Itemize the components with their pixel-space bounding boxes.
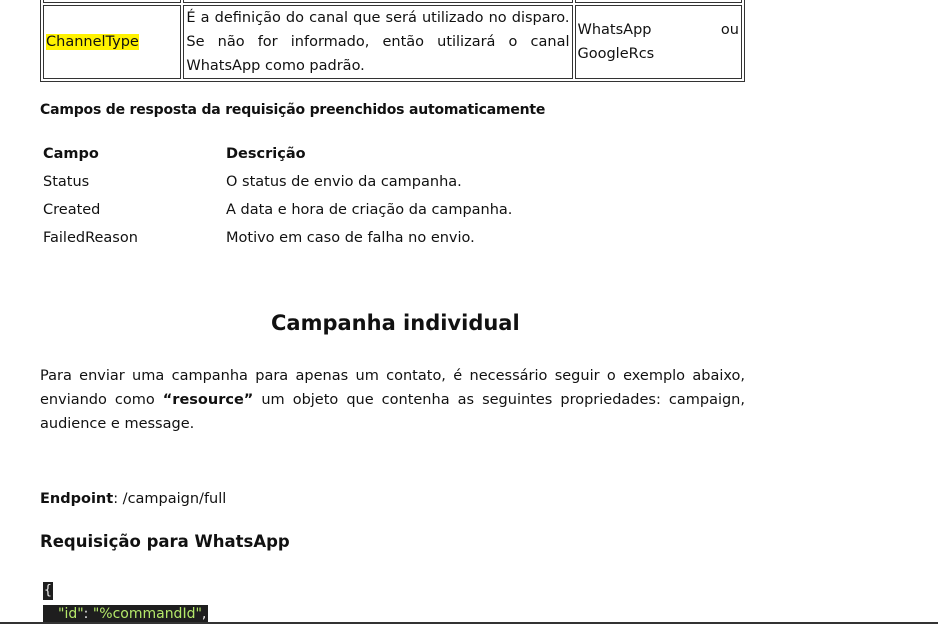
- code-comma: ,: [201, 606, 207, 622]
- code-open-brace: {: [44, 583, 52, 598]
- intro-paragraph: Para enviar uma campanha para apenas um contato, é necessário seguir o exemplo abaixo, enviando como “resource” um objeto que contenha as seguintes propriedades: campaign, audience e message.: [40, 368, 745, 432]
- list-item: [43, 228, 726, 256]
- list-item: [43, 200, 726, 228]
- response-fields-heading: Campos de resposta da requisição preenchidos automaticamente: [40, 102, 546, 118]
- endpoint-label: Endpoint: [40, 491, 114, 507]
- endpoint-line: [40, 491, 226, 507]
- endpoint-value: : /campaign/full: [113, 491, 227, 507]
- fields-header-field: Campo: [43, 146, 99, 162]
- parameters-table: [40, 0, 745, 82]
- highlighted-field-name: ChannelType: [46, 34, 139, 50]
- table-row: [43, 5, 742, 79]
- field-name: FailedReason: [43, 230, 138, 246]
- field-description: A data e hora de criação da campanha.: [226, 202, 513, 218]
- code-colon: :: [83, 606, 93, 622]
- field-name-cell: [43, 5, 181, 79]
- resource-keyword: “resource”: [162, 392, 254, 408]
- request-heading: Requisição para WhatsApp: [40, 532, 290, 551]
- code-value: "%commandId": [92, 606, 202, 622]
- table-row: [43, 0, 742, 3]
- field-name: Created: [43, 202, 101, 218]
- response-fields-list: [43, 144, 726, 256]
- field-description: Motivo em caso de falha no envio.: [226, 230, 475, 246]
- field-name: Status: [43, 174, 90, 190]
- field-values-cell: WhatsApp ou GoogleRcs: [575, 5, 743, 79]
- list-item: [43, 172, 726, 200]
- code-key: "id": [58, 606, 84, 622]
- fields-header-row: [43, 144, 726, 172]
- field-description-cell: É a definição do canal que será utilizado no disparo. Se não for informado, então utilizará o canal WhatsApp como padrão.: [183, 5, 572, 79]
- fields-header-description: Descrição: [226, 146, 306, 162]
- field-description: O status de envio da campanha.: [226, 174, 462, 190]
- section-title: Campanha individual: [271, 311, 520, 335]
